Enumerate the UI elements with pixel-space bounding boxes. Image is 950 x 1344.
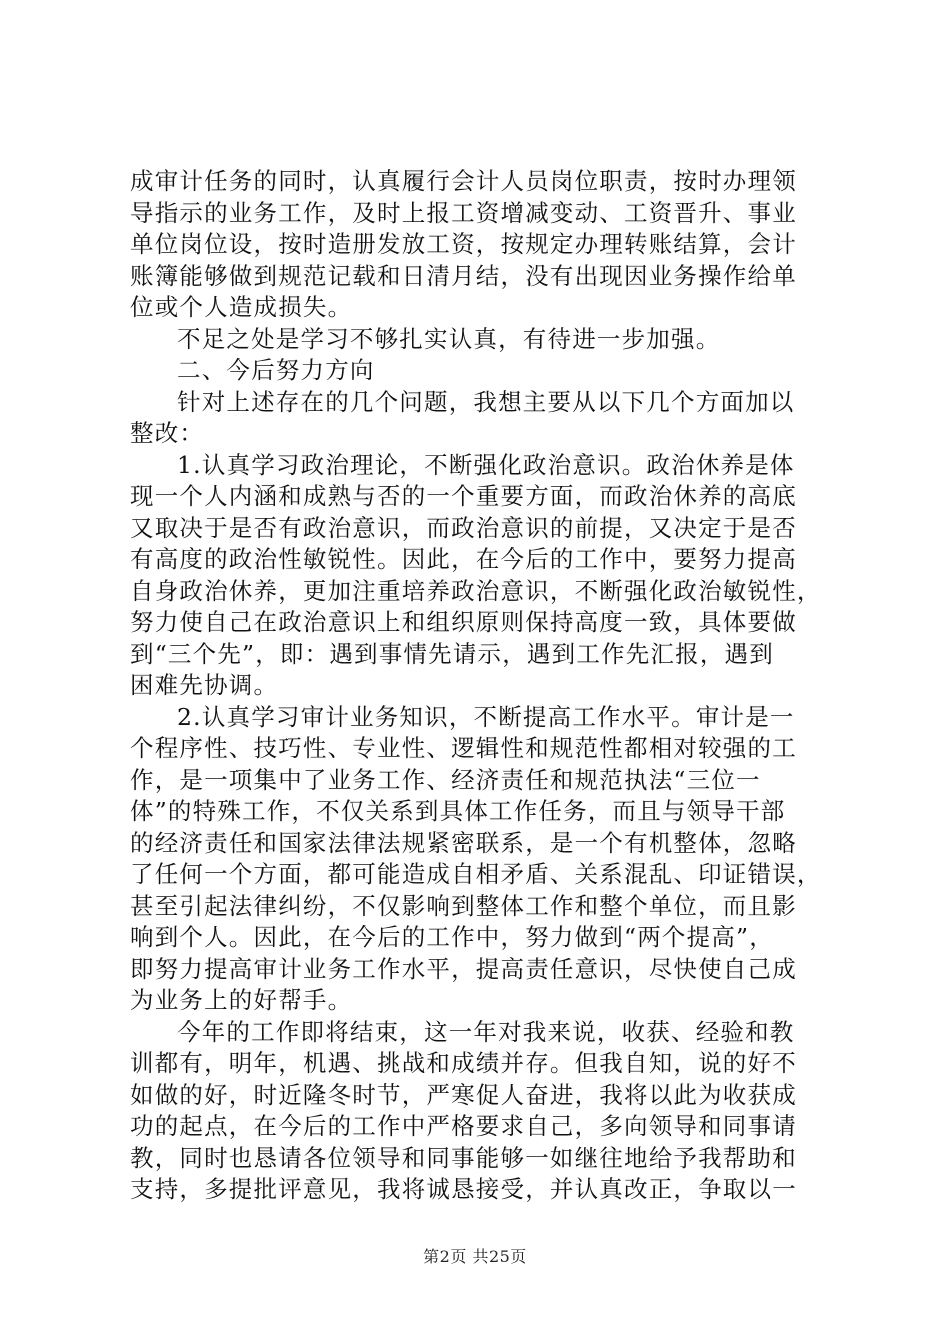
text-line: 单位岗位设，按时造册发放工资，按规定办理转账结算，会计 <box>130 230 797 258</box>
text-line: 成审计任务的同时，认真履行会计人员岗位职责，按时办理领 <box>130 167 797 195</box>
text-line: 作，是一项集中了业务工作、经济责任和规范执法“三位一 <box>130 765 761 794</box>
text-line: 困难先协调。 <box>130 671 279 699</box>
text-line: 功的起点，在今后的工作中严格要求自己，多向领导和同事请 <box>130 1112 797 1140</box>
text-line: 针对上述存在的几个问题，我想主要从以下几个方面加以 <box>177 387 795 416</box>
text-line: 不足之处是学习不够扎实认真，有待进一步加强。 <box>177 324 721 353</box>
text-line: 2.认真学习审计业务知识，不断提高工作水平。审计是一 <box>177 702 795 731</box>
text-line: 甚至引起法律纠纷，不仅影响到整体工作和整个单位，而且影 <box>130 891 797 920</box>
text-line: 训都有，明年，机遇、挑战和成绩并存。但我自知，说的好不 <box>130 1049 797 1077</box>
text-line: 有高度的政治性敏锐性。因此，在今后的工作中，要努力提高 <box>130 545 797 573</box>
text-line: 如做的好，时近隆冬时节，严寒促人奋进，我将以此为收获成 <box>130 1080 797 1109</box>
text-line: 二、今后努力方向 <box>177 356 375 384</box>
text-line: 的经济责任和国家法律法规紧密联系，是一个有机整体，忽略 <box>130 828 797 857</box>
text-line: 为业务上的好帮手。 <box>130 986 353 1014</box>
text-line: 账簿能够做到规范记载和日清月结，没有出现因业务操作给单 <box>130 261 797 290</box>
text-line: 自身政治休养，更加注重培养政治意识，不断强化政治敏锐性， <box>130 576 822 605</box>
text-line: 又取决于是否有政治意识，而政治意识的前提，又决定于是否 <box>130 513 797 542</box>
text-line: 现一个人内涵和成熟与否的一个重要方面，而政治休养的高底 <box>130 482 797 510</box>
document-body <box>130 166 830 1206</box>
text-line: 努力使自己在政治意识上和组织原则保持高度一致，具体要做 <box>130 608 797 636</box>
text-line: 位或个人造成损失。 <box>130 293 353 321</box>
page-footer: 第2页 共25页 <box>423 1247 527 1266</box>
text-line: 整改： <box>130 419 205 447</box>
text-line: 1.认真学习政治理论，不断强化政治意识。政治休养是体 <box>177 450 795 479</box>
text-line: 响到个人。因此，在今后的工作中，努力做到“两个提高”， <box>130 923 774 951</box>
text-line: 体”的特殊工作，不仅关系到具体工作任务，而且与领导干部 <box>130 797 786 825</box>
text-line: 了任何一个方面，都可能造成自相矛盾、关系混乱、印证错误， <box>130 860 822 888</box>
text-line: 到“三个先”，即：遇到事情先请示，遇到工作先汇报，遇到 <box>130 639 774 668</box>
text-line: 今年的工作即将结束，这一年对我来说，收获、经验和教 <box>177 1017 795 1046</box>
text-line: 个程序性、技巧性、专业性、逻辑性和规范性都相对较强的工 <box>130 734 797 762</box>
text-line: 教，同时也恳请各位领导和同事能够一如继往地给予我帮助和 <box>130 1143 797 1172</box>
text-line: 导指示的业务工作，及时上报工资增减变动、工资晋升、事业 <box>130 198 797 227</box>
text-line: 支持，多提批评意见，我将诚恳接受，并认真改正，争取以一 <box>130 1175 797 1203</box>
text-line: 即努力提高审计业务工作水平，提高责任意识，尽快使自己成 <box>130 954 797 983</box>
